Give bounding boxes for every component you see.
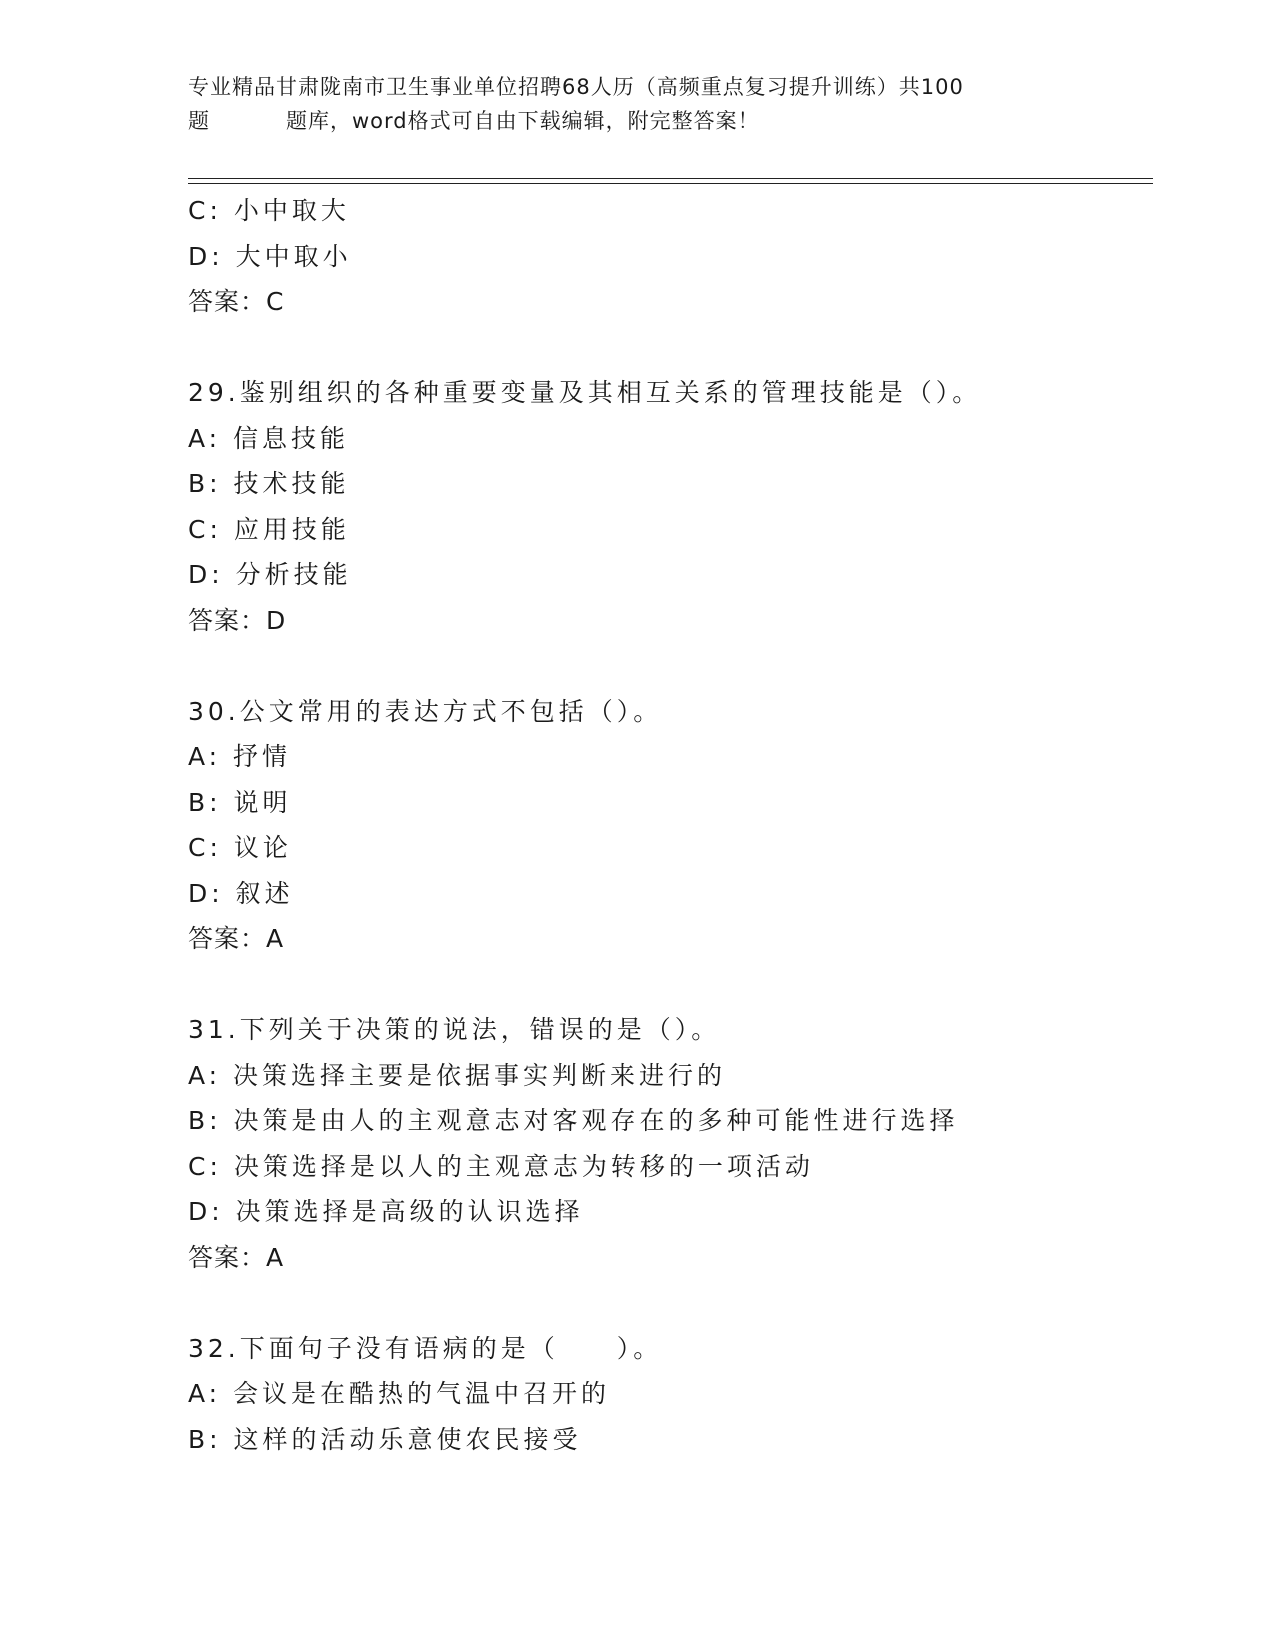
header-title-line-2-right: 题库，word格式可自由下载编辑，附完整答案！ bbox=[286, 109, 760, 133]
option-c: C: 应用技能 bbox=[188, 514, 350, 544]
question-28-continued bbox=[188, 188, 1148, 325]
option-b: B: 决策是由人的主观意志对客观存在的多种可能性进行选择 bbox=[188, 1106, 959, 1135]
option-b: B: 说明 bbox=[188, 787, 292, 817]
option-a: A: 会议是在酷热的气温中召开的 bbox=[188, 1379, 611, 1408]
option-d: D: 大中取小 bbox=[188, 241, 352, 271]
option-b: B: 这样的活动乐意使农民接受 bbox=[188, 1424, 582, 1454]
header-title-line-2 bbox=[188, 104, 1088, 138]
question-stem: 31.下列关于决策的说法，错误的是（）。 bbox=[188, 1015, 721, 1044]
question-content bbox=[188, 188, 1148, 1462]
question-32 bbox=[188, 1326, 1148, 1463]
spacer bbox=[188, 1280, 1148, 1326]
answer-line: 答案：A bbox=[188, 924, 285, 953]
option-c: C: 小中取大 bbox=[188, 196, 350, 225]
option-a: A: 决策选择主要是依据事实判断来进行的 bbox=[188, 1060, 727, 1090]
question-stem: 30.公文常用的表达方式不包括（）。 bbox=[188, 696, 663, 726]
header-title-line-1: 专业精品甘肃陇南市卫生事业单位招聘68人历（高频重点复习提升训练）共100 bbox=[188, 75, 964, 99]
option-d: D: 分析技能 bbox=[188, 560, 352, 589]
question-29 bbox=[188, 370, 1148, 643]
header-divider-top bbox=[188, 178, 1153, 179]
option-b: B: 技术技能 bbox=[188, 469, 350, 498]
option-a: A: 信息技能 bbox=[188, 423, 350, 453]
spacer bbox=[188, 643, 1148, 689]
spacer bbox=[188, 325, 1148, 371]
question-stem: 32.下面句子没有语病的是（ ）。 bbox=[188, 1333, 663, 1363]
page-header bbox=[188, 70, 1088, 138]
option-a: A: 抒情 bbox=[188, 742, 292, 771]
header-title-line-2-left: 题 bbox=[188, 109, 210, 133]
answer-line: 答案：D bbox=[188, 605, 287, 635]
answer-line: 答案：C bbox=[188, 287, 285, 316]
option-c: C: 决策选择是以人的主观意志为转移的一项活动 bbox=[188, 1151, 814, 1181]
question-stem: 29.鉴别组织的各种重要变量及其相互关系的管理技能是（）。 bbox=[188, 378, 982, 407]
option-d: D: 决策选择是高级的认识选择 bbox=[188, 1197, 584, 1226]
question-30 bbox=[188, 689, 1148, 962]
option-c: C: 议论 bbox=[188, 833, 292, 862]
spacer bbox=[188, 962, 1148, 1008]
question-31 bbox=[188, 1007, 1148, 1280]
header-divider-bottom bbox=[188, 183, 1153, 184]
option-d: D: 叙述 bbox=[188, 878, 294, 908]
answer-line: 答案：A bbox=[188, 1242, 285, 1272]
